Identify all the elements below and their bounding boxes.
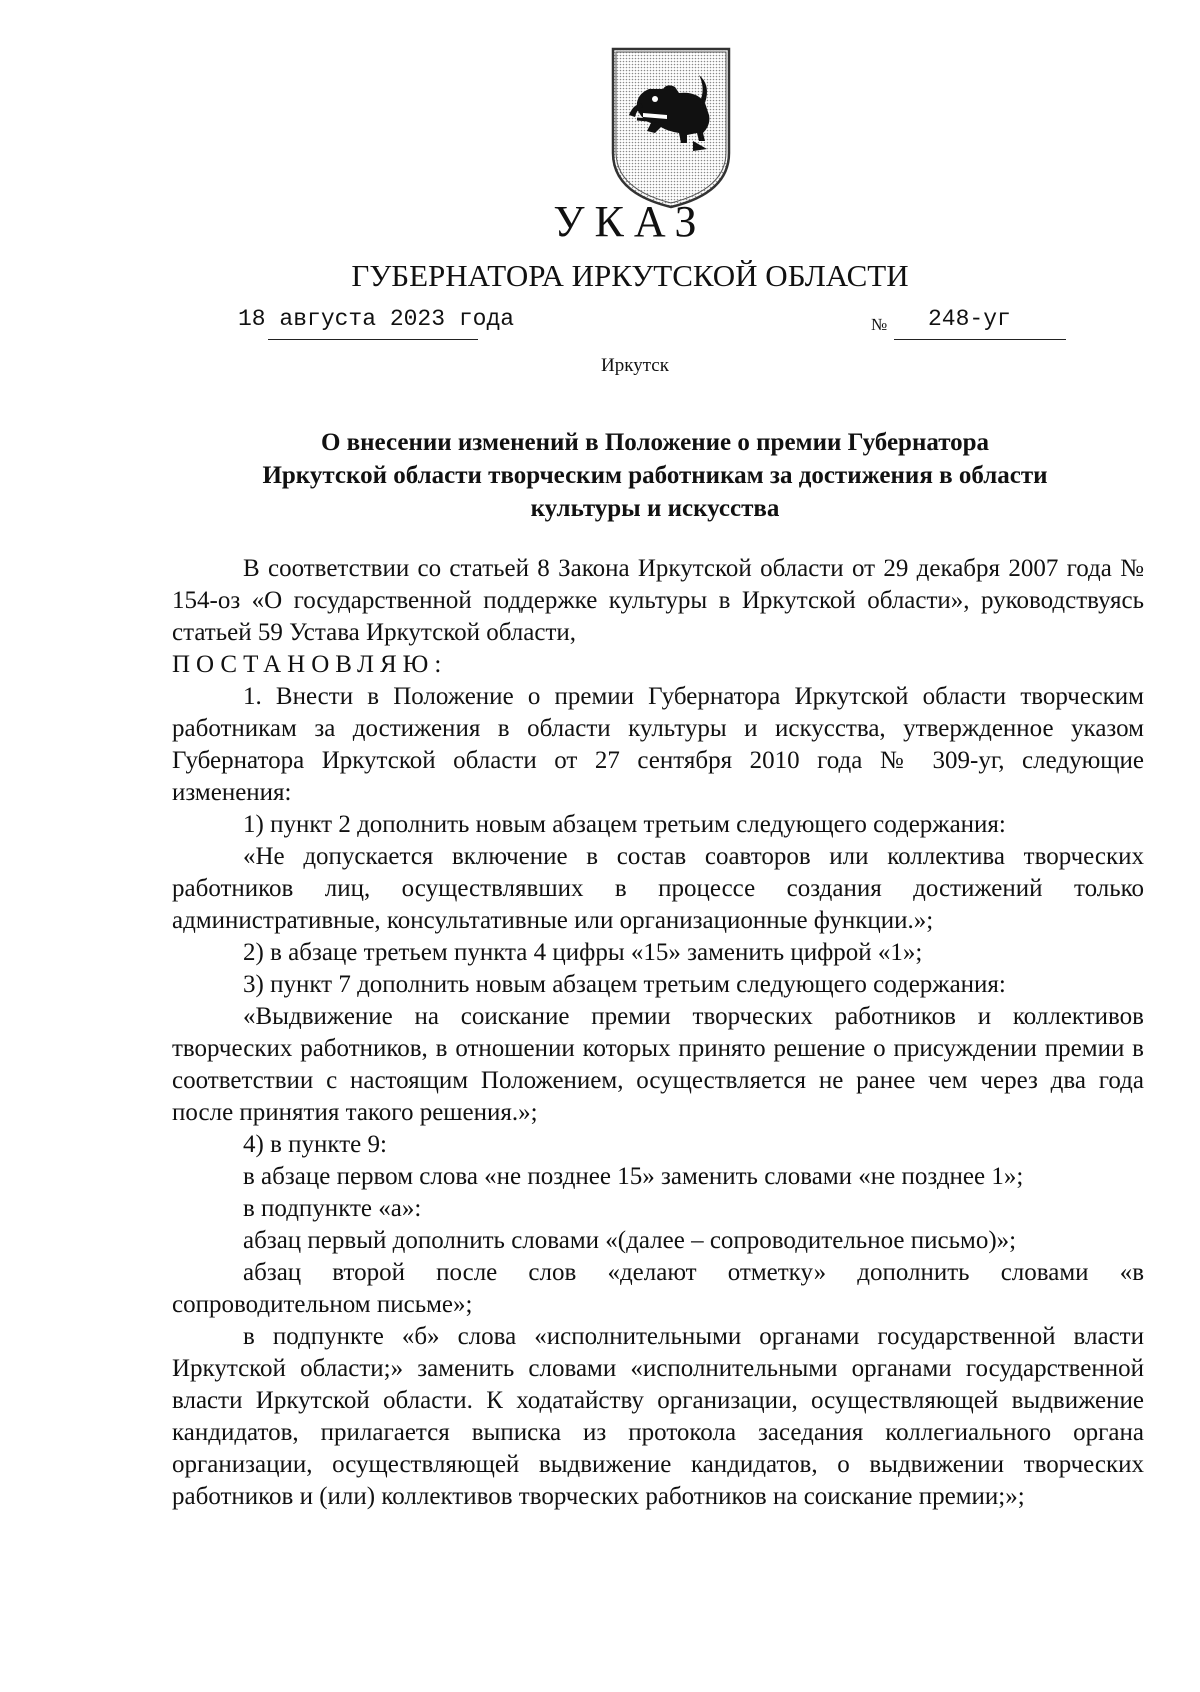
body-paragraph: в абзаце первом слова «не позднее 15» заменить словами «не позднее 1»; (243, 1163, 1024, 1190)
document-issuer: ГУБЕРНАТОРА ИРКУТСКОЙ ОБЛАСТИ (351, 258, 909, 293)
body-paragraph: В соответствии со статьей 8 Закона Иркутской области от 29 декабря 2007 года № 154-оз «О государственной поддержке культуры в Иркутской области», руководствуясь статьей 59 Устава Иркутской области, (172, 555, 1144, 646)
body-paragraph: абзац первый дополнить словами «(далее – сопроводительное письмо)»; (243, 1227, 1017, 1254)
document-date: 18 августа 2023 года (238, 306, 515, 332)
body-paragraph: 2) в абзаце третьем пункта 4 цифры «15» заменить цифрой «1»; (243, 939, 923, 966)
document-title: УКАЗ (553, 197, 707, 246)
irkutsk-coat-of-arms-icon (607, 45, 735, 211)
date-underline (268, 339, 478, 340)
body-paragraph: в подпункте «б» слова «исполнительными органами государственной власти Иркутской области;» заменить словами «исполнительными органами государственной власти Иркутской области. К ходатайству организации, осуществляющей выдвижение кандидатов, прилагается выписка из протокола заседания коллегиального органа организации, осуществляющей выдвижение кандидатов, о выдвижении творческих работников и (или) коллективов творческих работников на соискание премии;»; (172, 1323, 1144, 1510)
number-sign: № (871, 315, 888, 334)
body-paragraph: «Не допускается включение в состав соавторов или коллектива творческих работников лиц, осуществлявших в процессе создания достижений только административные, консультативные или организационные функции.»; (172, 843, 1144, 934)
body-paragraph: 1) пункт 2 дополнить новым абзацем третьим следующего содержания: (243, 811, 1006, 838)
body-paragraph: 4) в пункте 9: (243, 1131, 387, 1158)
body-paragraph: 1. Внести в Положение о премии Губернатора Иркутской области творческим работникам за достижения в области культуры и искусства, утвержденное указом Губернатора Иркутской области от 27 сентября 2010 года № 309-уг, следующие изменения: (172, 683, 1144, 806)
heading-line: О внесении изменений в Положение о премии Губернатора (320, 429, 990, 456)
heading-line: культуры и искусства (530, 495, 780, 522)
body-paragraph-resolve: ПОСТАНОВЛЯЮ: (172, 651, 448, 678)
document-city: Иркутск (601, 355, 669, 376)
body-paragraph: 3) пункт 7 дополнить новым абзацем третьим следующего содержания: (243, 971, 1006, 998)
decree-heading (200, 426, 1110, 525)
body-paragraph: абзац второй после слов «делают отметку» дополнить словами «в сопроводительном письме»; (172, 1259, 1144, 1318)
document-number: 248-уг (928, 306, 1011, 332)
heading-line: Иркутской области творческим работникам за достижения в области (262, 462, 1048, 489)
decree-body (172, 553, 1144, 1513)
body-paragraph: «Выдвижение на соискание премии творческих работников и коллективов творческих работников, в отношении которых принято решение о присуждении премии в соответствии с настоящим Положением, осуществляется не ранее чем через два года после принятия такого решения.»; (172, 1003, 1144, 1126)
number-underline (894, 339, 1066, 340)
body-paragraph: в подпункте «а»: (243, 1195, 422, 1222)
